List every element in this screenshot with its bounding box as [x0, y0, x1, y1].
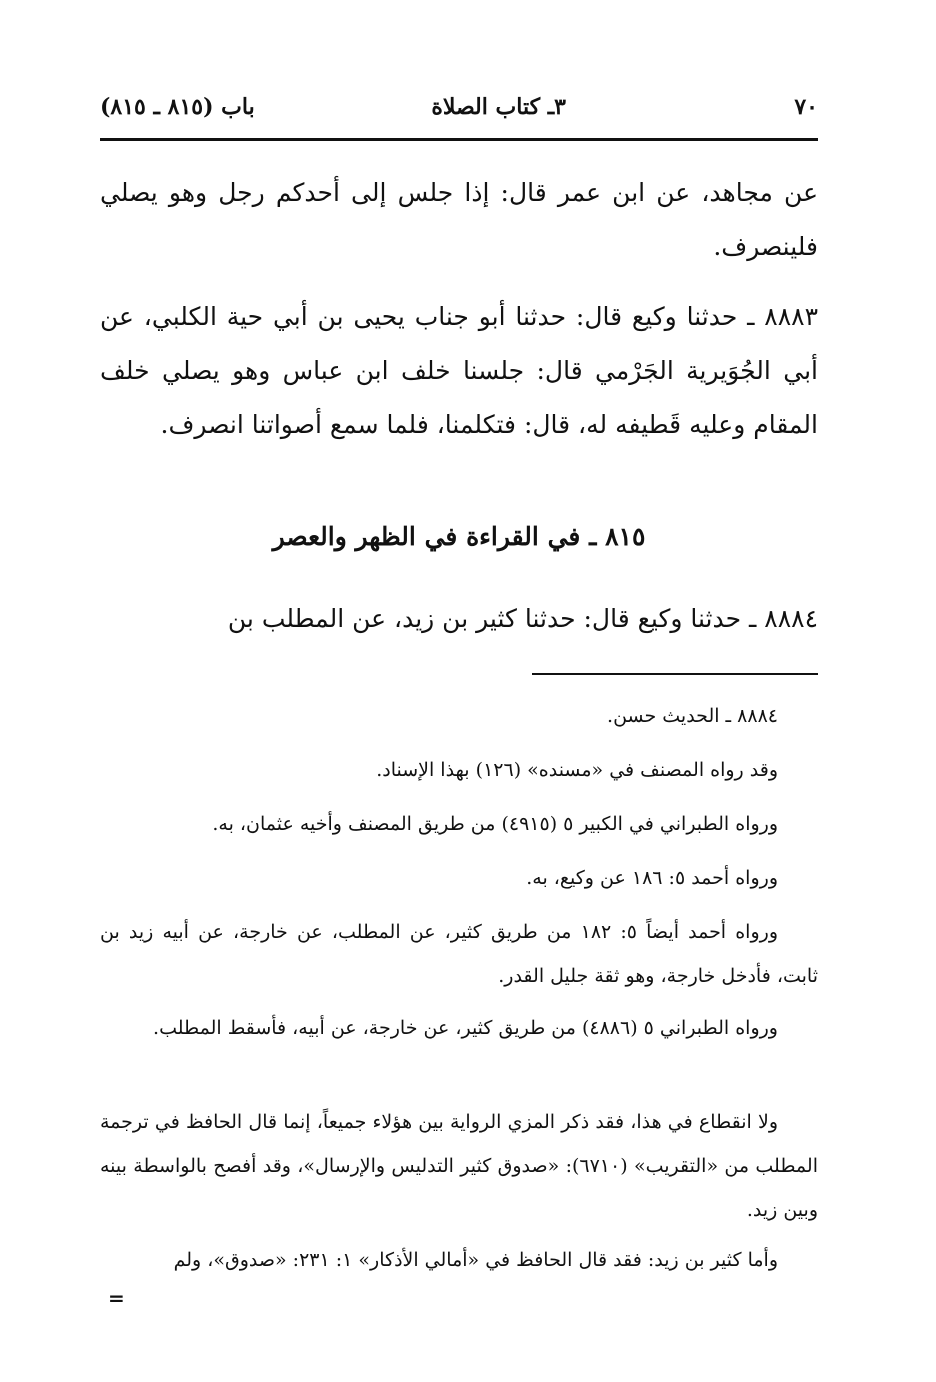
footnote-7: ولا انقطاع في هذا، فقد ذكر المزي الرواية بين هؤلاء جميعاً، إنما قال الحافظ في ترجمة المطلب من «التقريب» (٦٧١٠): «صدوق كثير التدليس والإرسال»، وقد أفصح بالواسطة بينه وبين زيد.	[100, 1111, 818, 1221]
continuation-mark: =	[108, 1286, 125, 1310]
section-heading: ٨١٥ ـ في القراءة في الظهر والعصر	[272, 522, 646, 551]
hadith-8883: ٨٨٨٣ ـ حدثنا وكيع قال: حدثنا أبو جناب يحيى بن أبي حية الكلبي، عن أبي الجُوَيرية الجَرْمي قال: جلسنا خلف ابن عباس وهو يصلي خلف المقام وعليه قَطيفه له، قال: فتكلمنا، فلما سمع أصواتنا انصرف.	[100, 302, 818, 439]
hadith-8884: ٨٨٨٤ ـ حدثنا وكيع قال: حدثنا كثير بن زيد، عن المطلب بن	[227, 604, 818, 633]
footnote-4: ورواه أحمد ٥: ١٨٦ عن وكيع، به.	[526, 867, 778, 889]
chapter-range: باب (٨١٥ ـ ٨١٥)	[100, 94, 255, 120]
footnote-6: ورواه الطبراني ٥ (٤٨٨٦) من طريق كثير، عن خارجة، عن أبيه، فأسقط المطلب.	[153, 1017, 778, 1039]
header-divider	[100, 138, 818, 141]
footnote-2: وقد رواه المصنف في «مسنده» (١٢٦) بهذا الإسناد.	[376, 759, 778, 781]
book-title: ٣ـ كتاب الصلاة	[431, 94, 566, 120]
running-header	[100, 88, 818, 132]
body-paragraph-1: عن مجاهد، عن ابن عمر قال: إذا جلس إلى أحدكم رجل وهو يصلي فلينصرف.	[100, 178, 818, 261]
footnote-5: ورواه أحمد أيضاً ٥: ١٨٢ من طريق كثير، عن المطلب، عن خارجة، عن أبيه زيد بن ثابت، فأدخل خارجة، وهو ثقة جليل القدر.	[100, 921, 818, 987]
footnote-divider	[532, 673, 818, 675]
footnote-1: ٨٨٨٤ ـ الحديث حسن.	[607, 705, 778, 727]
footnote-3: ورواه الطبراني في الكبير ٥ (٤٩١٥) من طريق المصنف وأخيه عثمان، به.	[212, 813, 778, 835]
footnote-8: وأما كثير بن زيد: فقد قال الحافظ في «أمالي الأذكار» ١: ٢٣١: «صدوق»، ولم	[173, 1249, 778, 1271]
page-number: ٧٠	[794, 94, 818, 120]
